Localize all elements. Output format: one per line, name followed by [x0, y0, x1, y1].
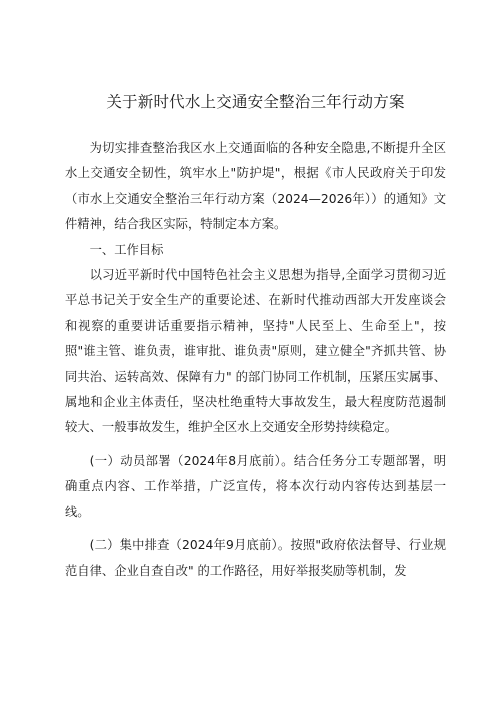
work-goals-paragraph: 以习近平新时代中国特色社会主义思想为指导,全面学习贯彻习近平总书记关于安全生产的重要论述、在新时代推动西部大开发座谈会和视察的重要讲话重要指示精神，坚持"人民至上、生命至上"，按照"谁主管、谁负责，谁审批、谁负责"原则，建立健全"齐抓共管、协同共治、运转高效、保障有力" 的部门协同工作机制，压紧压实属事、属地和企业主体责任，坚决杜绝重特大事故发生，最大程度防范遏制较大、一般事故发生，维护全区水上交通安全形势持续稳定。 — [65, 268, 446, 435]
step-mobilization-paragraph: (一）动员部署（2024年8月底前）。结合任务分工专题部署，明确重点内容、工作举措，广泛宣传，将本次行动内容传达到基层一线。 — [65, 453, 446, 519]
document-title: 关于新时代水上交通安全整治三年行动方案 — [106, 93, 405, 111]
intro-paragraph: 为切实排查整治我区水上交通面临的各种安全隐患,不断提升全区水上交通安全韧性，筑牢水上"防护堤"，根据《市人民政府关于印发（市水上交通安全整治三年行动方案（2024—2026年））的通知》文件精神，结合我区实际，特制定本方案。 — [65, 141, 446, 232]
section-heading-work-goals: 一、工作目标 — [89, 242, 164, 257]
step-inspection-paragraph: (二）集中排查（2024年9月底前）。按照"政府依法督导、行业规范自律、企业自查自改" 的工作路径，用好举报奖励等机制，发 — [65, 538, 446, 578]
